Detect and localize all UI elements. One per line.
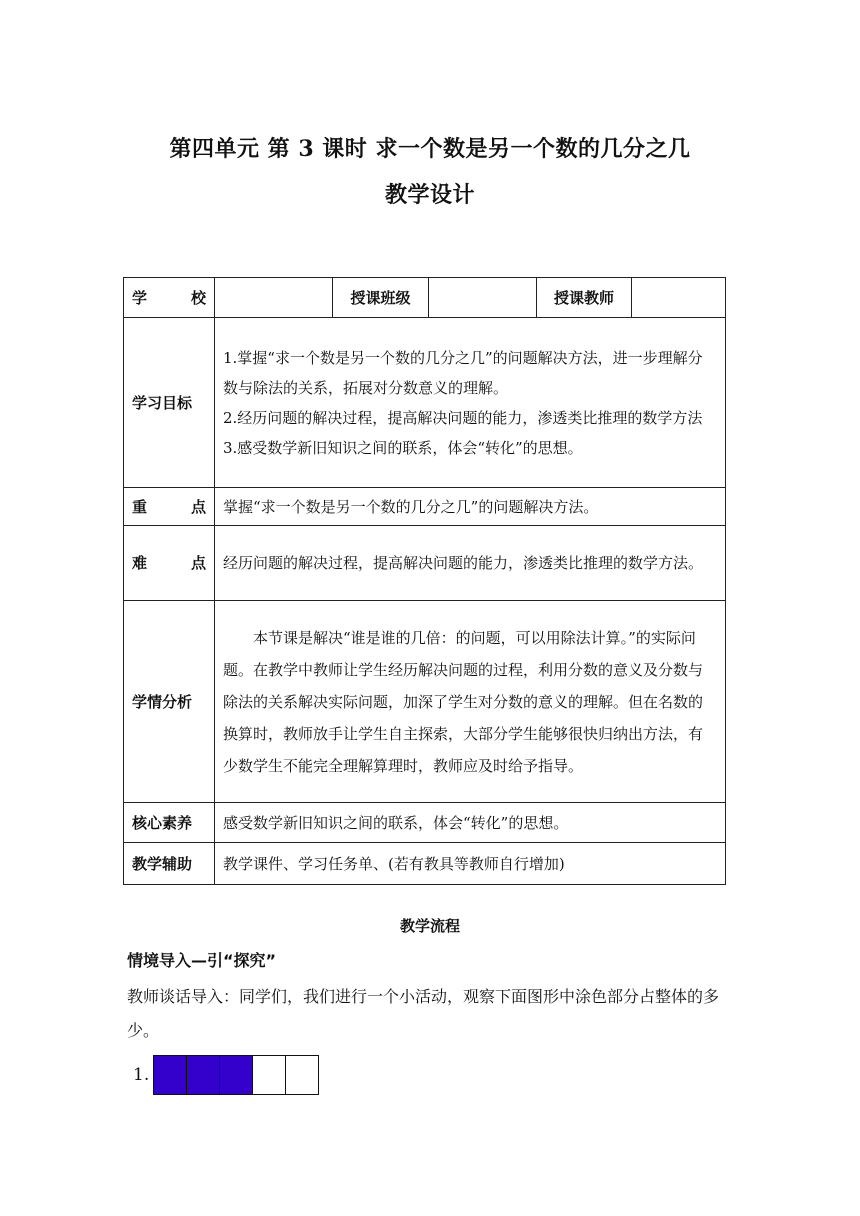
goal-item: 3.感受数学新旧知识之间的联系，体会“转化”的思想。 bbox=[223, 438, 583, 457]
analysis-text: 本节课是解决“谁是谁的几倍：的问题，可以用除法计算。”的实际问题。在教学中教师让学生经历解决问题的过程，利用分数的意义及分数与除法的关系解决实际问题，加深了学生对分数的意义的理解。但在名数的换算时，教师放手让学生自主探索，大部分学生能够很快归纳出方法，有少数学生不能完全理解算理时，教师应及时给予指导。 bbox=[215, 601, 726, 803]
fraction-bar bbox=[153, 1055, 319, 1095]
shaded-cell bbox=[154, 1056, 187, 1094]
core-literacy-text: 感受数学新旧知识之间的联系，体会“转化”的思想。 bbox=[215, 803, 726, 843]
core-literacy-label: 核心素养 bbox=[124, 803, 215, 843]
table-row bbox=[124, 526, 726, 601]
school-value-cell[interactable] bbox=[215, 278, 333, 318]
section-title: 情境导入—引“探究” bbox=[127, 951, 277, 970]
table-row bbox=[124, 278, 726, 318]
flow-title: 教学流程 bbox=[399, 917, 460, 935]
key-point-text: 掌握“求一个数是另一个数的几分之几”的问题解决方法。 bbox=[215, 488, 726, 526]
class-label: 授课班级 bbox=[333, 278, 429, 318]
goals-cell bbox=[215, 318, 726, 488]
fraction-figure bbox=[133, 1055, 319, 1095]
difficulty-text: 经历问题的解决过程，提高解决问题的能力，渗透类比推理的数学方法。 bbox=[215, 526, 726, 601]
intro-paragraph: 教师谈话导入：同学们，我们进行一个小活动，观察下面图形中涂色部分占整体的多少。 bbox=[127, 987, 720, 1040]
class-value-cell[interactable] bbox=[429, 278, 537, 318]
figure-number: 1. bbox=[133, 1065, 150, 1085]
teacher-value-cell[interactable] bbox=[632, 278, 726, 318]
shaded-cell bbox=[187, 1056, 220, 1094]
teaching-aids-label: 教学辅助 bbox=[124, 843, 215, 885]
empty-cell bbox=[286, 1056, 318, 1094]
empty-cell bbox=[253, 1056, 286, 1094]
key-point-label: 重 点 bbox=[124, 488, 215, 526]
lesson-info-table bbox=[123, 277, 726, 885]
table-row bbox=[124, 843, 726, 885]
teaching-aids-text: 教学课件、学习任务单、(若有教具等教师自行增加) bbox=[215, 843, 726, 885]
goal-item: 1.掌握“求一个数是另一个数的几分之几”的问题解决方法，进一步理解分数与除法的关系，拓展对分数意义的理解。 bbox=[223, 348, 703, 397]
goal-item: 2.经历问题的解决过程，提高解决问题的能力，渗透类比推理的数学方法 bbox=[223, 408, 703, 427]
shaded-cell bbox=[220, 1056, 253, 1094]
document-subtitle: 教学设计 bbox=[384, 182, 475, 208]
goals-label: 学习目标 bbox=[124, 318, 215, 488]
table-row bbox=[124, 601, 726, 803]
table-row bbox=[124, 803, 726, 843]
teacher-label: 授课教师 bbox=[537, 278, 632, 318]
document-title: 第四单元 第 3 课时 求一个数是另一个数的几分之几 bbox=[169, 136, 691, 162]
table-row bbox=[124, 318, 726, 488]
difficulty-label: 难 点 bbox=[124, 526, 215, 601]
school-label-cell: 学 校 bbox=[124, 278, 215, 318]
table-row bbox=[124, 488, 726, 526]
analysis-label: 学情分析 bbox=[124, 601, 215, 803]
